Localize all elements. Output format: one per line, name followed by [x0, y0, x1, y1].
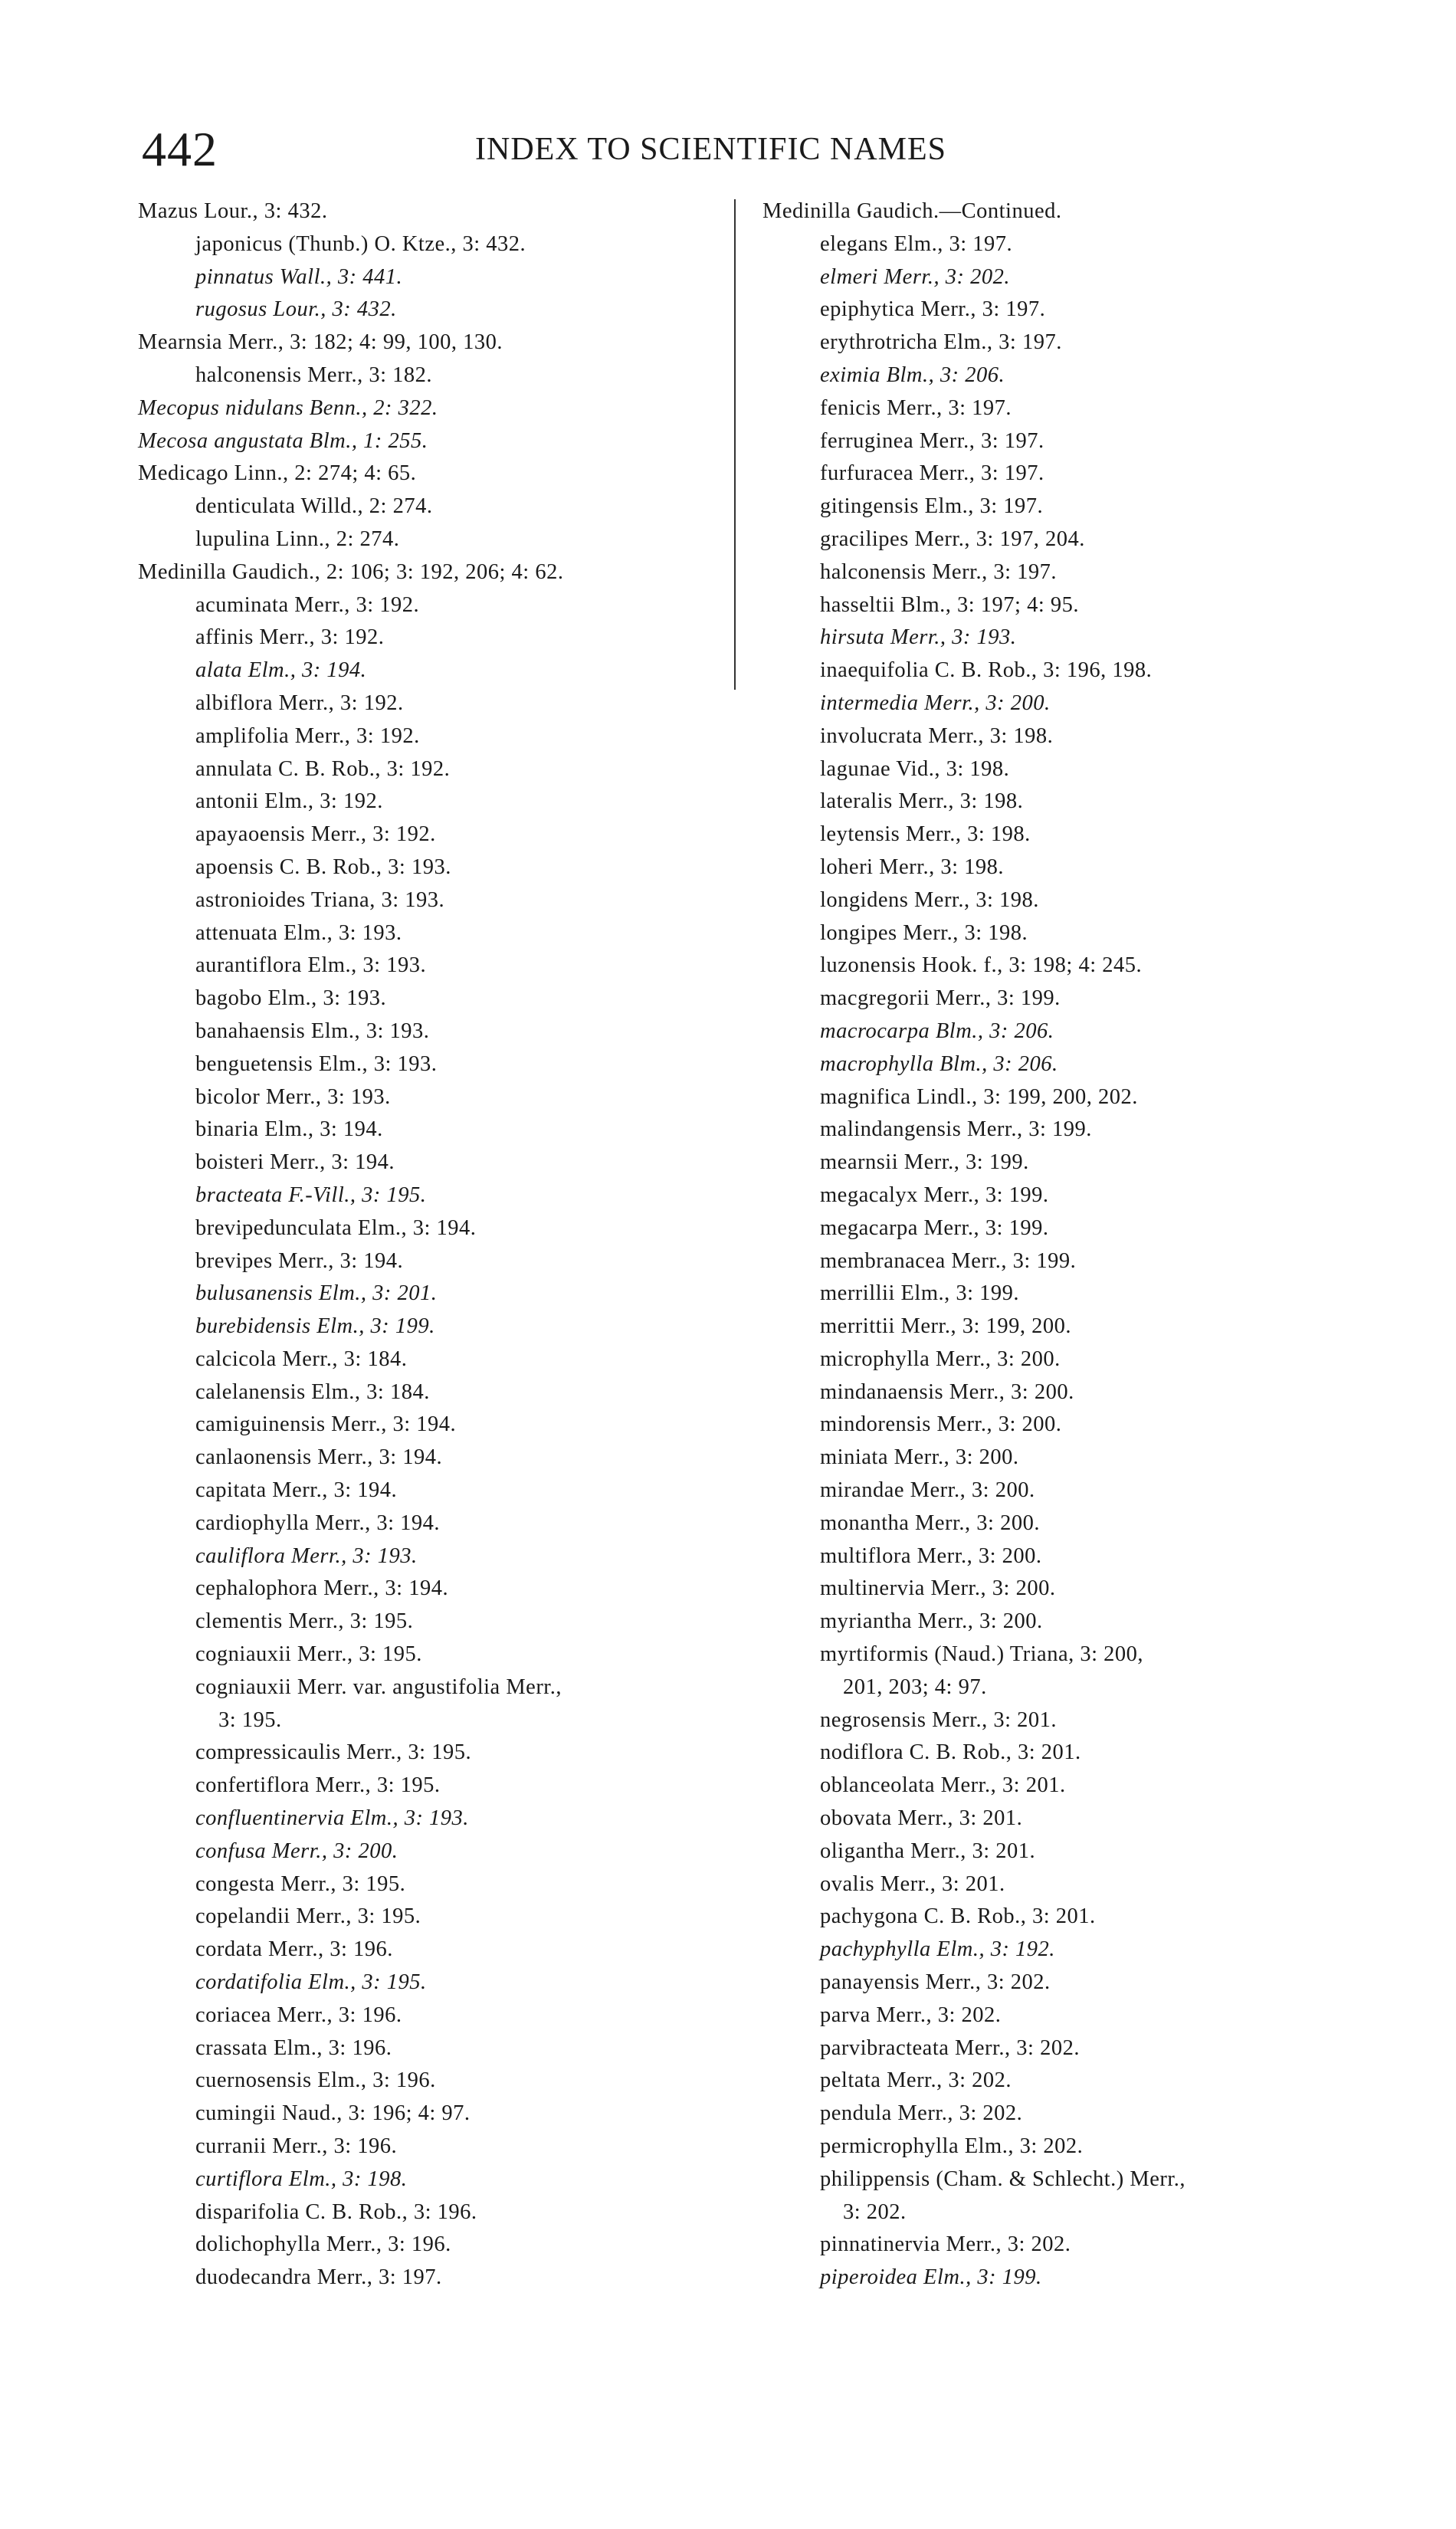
index-entry: amplifolia Merr., 3: 192. [195, 723, 420, 748]
index-entry-continuation: 201, 203; 4: 97. [843, 1675, 987, 1699]
index-entry: myriantha Merr., 3: 200. [820, 1609, 1043, 1634]
index-entry: lupulina Linn., 2: 274. [195, 526, 400, 551]
index-entry: halconensis Merr., 3: 197. [820, 559, 1058, 584]
index-entry: multinervia Merr., 3: 200. [820, 1576, 1056, 1601]
index-entry: cogniauxii Merr. var. angustifolia Merr., [195, 1675, 562, 1699]
index-entry: japonicus (Thunb.) O. Ktze., 3: 432. [195, 231, 526, 256]
index-entry: dolichophylla Merr., 3: 196. [195, 2232, 451, 2257]
index-entry: piperoidea Elm., 3: 199. [820, 2265, 1042, 2290]
index-entry: mearnsii Merr., 3: 199. [820, 1150, 1029, 1175]
index-entry: congesta Merr., 3: 195. [195, 1871, 406, 1896]
index-entry: confluentinervia Elm., 3: 193. [195, 1806, 469, 1831]
index-entry: megacalyx Merr., 3: 199. [820, 1182, 1049, 1207]
index-entry: loheri Merr., 3: 198. [820, 854, 1005, 879]
index-heading-entry: Medinilla Gaudich., 2: 106; 3: 192, 206; 4: 62. [138, 559, 564, 584]
index-entry: elegans Elm., 3: 197. [820, 231, 1013, 256]
index-entry: gracilipes Merr., 3: 197, 204. [820, 526, 1085, 551]
index-entry: halconensis Merr., 3: 182. [195, 362, 433, 387]
left-column [138, 195, 720, 2294]
index-entry: bracteata F.-Vill., 3: 195. [195, 1182, 427, 1207]
index-entry: furfuracea Merr., 3: 197. [820, 461, 1044, 486]
index-entry: apayaoensis Merr., 3: 192. [195, 822, 436, 847]
index-heading-entry: Medicago Linn., 2: 274; 4: 65. [138, 461, 417, 486]
index-entry: coriacea Merr., 3: 196. [195, 2003, 402, 2027]
index-entry-continuation: 3: 202. [843, 2199, 907, 2224]
index-entry: brevipes Merr., 3: 194. [195, 1248, 404, 1273]
index-entry: macrophylla Blm., 3: 206. [820, 1051, 1058, 1076]
index-entry: eximia Blm., 3: 206. [820, 362, 1005, 387]
index-entry: cardiophylla Merr., 3: 194. [195, 1511, 441, 1535]
index-entry: erythrotricha Elm., 3: 197. [820, 330, 1062, 355]
index-entry: elmeri Merr., 3: 202. [820, 264, 1010, 289]
index-entry: pendula Merr., 3: 202. [820, 2101, 1023, 2126]
page-number: 442 [142, 122, 218, 176]
index-entry: gitingensis Elm., 3: 197. [820, 494, 1044, 519]
index-entry: leytensis Merr., 3: 198. [820, 822, 1031, 847]
index-entry: pachygona C. B. Rob., 3: 201. [820, 1904, 1096, 1929]
index-entry: burebidensis Elm., 3: 199. [195, 1314, 435, 1339]
index-entry: cogniauxii Merr., 3: 195. [195, 1642, 422, 1667]
index-entry: permicrophylla Elm., 3: 202. [820, 2134, 1084, 2159]
index-entry: duodecandra Merr., 3: 197. [195, 2265, 442, 2290]
index-entry: lagunae Vid., 3: 198. [820, 756, 1010, 781]
index-entry: calelanensis Elm., 3: 184. [195, 1379, 430, 1404]
index-entry: alata Elm., 3: 194. [195, 658, 367, 683]
index-entry: pinnatinervia Merr., 3: 202. [820, 2232, 1071, 2257]
index-entry: astronioides Triana, 3: 193. [195, 887, 445, 912]
index-entry: ovalis Merr., 3: 201. [820, 1871, 1005, 1896]
index-entry: involucrata Merr., 3: 198. [820, 723, 1054, 748]
index-entry: denticulata Willd., 2: 274. [195, 494, 433, 519]
index-entry: clementis Merr., 3: 195. [195, 1609, 414, 1634]
index-heading-entry: Mearnsia Merr., 3: 182; 4: 99, 100, 130. [138, 330, 503, 355]
index-entry: longidens Merr., 3: 198. [820, 887, 1039, 912]
index-entry: confusa Merr., 3: 200. [195, 1839, 398, 1863]
index-entry: pinnatus Wall., 3: 441. [195, 264, 403, 289]
index-entry: boisteri Merr., 3: 194. [195, 1150, 395, 1175]
index-entry-continuation: 3: 195. [218, 1707, 282, 1732]
index-heading-entry: Mazus Lour., 3: 432. [138, 199, 328, 223]
index-entry: copelandii Merr., 3: 195. [195, 1904, 421, 1929]
right-column [762, 195, 1345, 2294]
index-entry: acuminata Merr., 3: 192. [195, 592, 420, 617]
index-entry: epiphytica Merr., 3: 197. [820, 297, 1046, 322]
index-entry: parva Merr., 3: 202. [820, 2003, 1002, 2027]
index-heading-entry: Mecosa angustata Blm., 1: 255. [138, 428, 428, 453]
index-heading-entry: Mecopus nidulans Benn., 2: 322. [138, 395, 438, 420]
index-entry: macgregorii Merr., 3: 199. [820, 986, 1061, 1011]
index-entry: antonii Elm., 3: 192. [195, 789, 383, 814]
index-entry: inaequifolia C. B. Rob., 3: 196, 198. [820, 658, 1153, 683]
index-entry: megacarpa Merr., 3: 199. [820, 1215, 1049, 1240]
index-entry: crassata Elm., 3: 196. [195, 2035, 392, 2060]
index-entry: cordatifolia Elm., 3: 195. [195, 1970, 427, 1995]
running-title: INDEX TO SCIENTIFIC NAMES [475, 132, 946, 167]
index-entry: intermedia Merr., 3: 200. [820, 690, 1051, 715]
index-entry: bulusanensis Elm., 3: 201. [195, 1281, 438, 1306]
index-entry: hirsuta Merr., 3: 193. [820, 625, 1017, 650]
index-entry: lateralis Merr., 3: 198. [820, 789, 1024, 814]
index-entry: rugosus Lour., 3: 432. [195, 297, 397, 322]
page-header [0, 115, 1456, 184]
index-entry: microphylla Merr., 3: 200. [820, 1347, 1061, 1371]
index-entry: compressicaulis Merr., 3: 195. [195, 1740, 472, 1765]
index-entry: capitata Merr., 3: 194. [195, 1478, 398, 1503]
index-entry: bicolor Merr., 3: 193. [195, 1084, 391, 1109]
index-entry: malindangensis Merr., 3: 199. [820, 1117, 1092, 1142]
index-entry: aurantiflora Elm., 3: 193. [195, 953, 427, 978]
index-entry: bagobo Elm., 3: 193. [195, 986, 387, 1011]
index-entry: obovata Merr., 3: 201. [820, 1806, 1023, 1831]
index-entry: ferruginea Merr., 3: 197. [820, 428, 1044, 453]
index-entry: luzonensis Hook. f., 3: 198; 4: 245. [820, 953, 1143, 978]
index-entry: confertiflora Merr., 3: 195. [195, 1773, 441, 1798]
index-entry: longipes Merr., 3: 198. [820, 920, 1028, 945]
index-entry: nodiflora C. B. Rob., 3: 201. [820, 1740, 1081, 1765]
index-entry: fenicis Merr., 3: 197. [820, 395, 1012, 420]
index-entry: banahaensis Elm., 3: 193. [195, 1018, 430, 1043]
index-entry: curtiflora Elm., 3: 198. [195, 2167, 408, 2191]
index-entry: cordata Merr., 3: 196. [195, 1937, 393, 1962]
index-entry: brevipedunculata Elm., 3: 194. [195, 1215, 477, 1240]
index-entry: mirandae Merr., 3: 200. [820, 1478, 1035, 1503]
column-divider [734, 199, 736, 690]
index-entry: binaria Elm., 3: 194. [195, 1117, 383, 1142]
index-entry: albiflora Merr., 3: 192. [195, 690, 404, 715]
index-entry: merrillii Elm., 3: 199. [820, 1281, 1020, 1306]
index-entry: pachyphylla Elm., 3: 192. [820, 1937, 1055, 1962]
index-entry: camiguinensis Merr., 3: 194. [195, 1412, 457, 1437]
index-entry: oblanceolata Merr., 3: 201. [820, 1773, 1066, 1798]
index-entry: monantha Merr., 3: 200. [820, 1511, 1040, 1535]
index-entry: mindanaensis Merr., 3: 200. [820, 1379, 1074, 1404]
index-entry: miniata Merr., 3: 200. [820, 1445, 1019, 1470]
index-entry: panayensis Merr., 3: 202. [820, 1970, 1051, 1995]
index-heading-entry: Medinilla Gaudich.—Continued. [762, 199, 1062, 223]
index-entry: oligantha Merr., 3: 201. [820, 1839, 1036, 1863]
index-entry: membranacea Merr., 3: 199. [820, 1248, 1077, 1273]
index-entry: affinis Merr., 3: 192. [195, 625, 385, 650]
index-entry: disparifolia C. B. Rob., 3: 196. [195, 2199, 477, 2224]
index-entry: negrosensis Merr., 3: 201. [820, 1707, 1058, 1732]
index-entry: cuernosensis Elm., 3: 196. [195, 2068, 436, 2093]
index-entry: cephalophora Merr., 3: 194. [195, 1576, 449, 1601]
index-entry: mindorensis Merr., 3: 200. [820, 1412, 1062, 1437]
index-entry: benguetensis Elm., 3: 193. [195, 1051, 438, 1076]
index-entry: multiflora Merr., 3: 200. [820, 1543, 1042, 1568]
index-entry: attenuata Elm., 3: 193. [195, 920, 402, 945]
index-entry: curranii Merr., 3: 196. [195, 2134, 398, 2159]
index-entry: annulata C. B. Rob., 3: 192. [195, 756, 451, 781]
index-entry: macrocarpa Blm., 3: 206. [820, 1018, 1054, 1043]
index-entry: merrittii Merr., 3: 199, 200. [820, 1314, 1071, 1339]
index-entry: parvibracteata Merr., 3: 202. [820, 2035, 1080, 2060]
index-entry: cumingii Naud., 3: 196; 4: 97. [195, 2101, 471, 2126]
index-entry: peltata Merr., 3: 202. [820, 2068, 1012, 2093]
index-entry: myrtiformis (Naud.) Triana, 3: 200, [820, 1642, 1144, 1667]
index-entry: hasseltii Blm., 3: 197; 4: 95. [820, 592, 1080, 617]
index-entry: calcicola Merr., 3: 184. [195, 1347, 408, 1371]
index-entry: magnifica Lindl., 3: 199, 200, 202. [820, 1084, 1138, 1109]
index-entry: apoensis C. B. Rob., 3: 193. [195, 854, 451, 879]
index-entry: cauliflora Merr., 3: 193. [195, 1543, 418, 1568]
index-entry: canlaonensis Merr., 3: 194. [195, 1445, 443, 1470]
index-entry: philippensis (Cham. & Schlecht.) Merr., [820, 2167, 1186, 2191]
